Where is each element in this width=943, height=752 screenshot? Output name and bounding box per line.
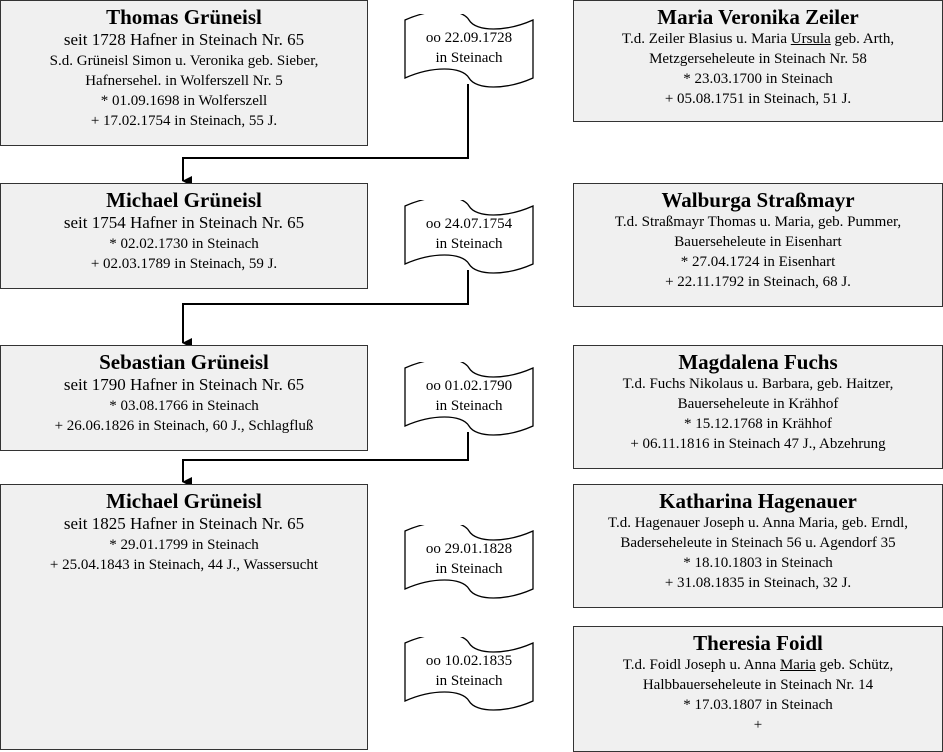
birth-line: * 15.12.1768 in Krähhof (684, 416, 832, 432)
marriage-banner-3 (404, 362, 534, 440)
birth-line: * 02.02.1730 in Steinach (109, 236, 259, 252)
parents-line: T.d. Straßmayr Thomas u. Maria, geb. Pummer, (614, 214, 902, 230)
parents-line: Metzgerseheleute in Steinach Nr. 58 (649, 51, 867, 67)
trade-line: seit 1754 Hafner in Steinach Nr. 65 (63, 213, 305, 232)
wife-card-4 (573, 484, 943, 608)
trade-line: seit 1790 Hafner in Steinach Nr. 65 (63, 375, 305, 394)
marriage-date: oo 10.02.1835 (425, 653, 513, 669)
birth-line: * 23.03.1700 in Steinach (683, 71, 833, 87)
person-name: Michael Grüneisl (106, 489, 262, 513)
marriage-place: in Steinach (435, 50, 503, 66)
marriage-banner-1 (404, 14, 534, 92)
person-name: Katharina Hagenauer (659, 489, 857, 513)
trade-line: seit 1728 Hafner in Steinach Nr. 65 (63, 30, 305, 49)
wife-card-1 (573, 0, 943, 122)
birth-line: * 17.03.1807 in Steinach (683, 697, 833, 713)
marriage-place: in Steinach (435, 398, 503, 414)
parents-line: Baderseheleute in Steinach 56 u. Agendorf 35 (620, 535, 896, 551)
husband-card-2 (0, 183, 368, 289)
husband-card-3 (0, 345, 368, 451)
death-line: + 17.02.1754 in Steinach, 55 J. (90, 113, 278, 129)
person-name: Maria Veronika Zeiler (657, 5, 859, 29)
death-line: + 05.08.1751 in Steinach, 51 J. (664, 91, 852, 107)
marriage-date: oo 29.01.1828 (425, 541, 513, 557)
parents-line: T.d. Zeiler Blasius u. Maria Ursula geb. Arth, (621, 31, 895, 47)
marriage-banner-4 (404, 525, 534, 603)
wife-card-3 (573, 345, 943, 469)
parents-line: Bauerseheleute in Eisenhart (674, 234, 842, 250)
marriage-date: oo 01.02.1790 (425, 378, 513, 394)
birth-line: * 03.08.1766 in Steinach (109, 398, 259, 414)
birth-line: * 29.01.1799 in Steinach (109, 537, 259, 553)
birth-line: * 27.04.1724 in Eisenhart (680, 254, 836, 270)
death-line: + 06.11.1816 in Steinach 47 J., Abzehrung (630, 436, 886, 452)
person-name: Thomas Grüneisl (106, 5, 262, 29)
wife-card-5 (573, 626, 943, 752)
parents-line: T.d. Hagenauer Joseph u. Anna Maria, geb. Erndl, (607, 515, 909, 531)
parents-line: T.d. Foidl Joseph u. Anna Maria geb. Schütz, (622, 657, 894, 673)
marriage-banner-2 (404, 200, 534, 278)
person-name: Michael Grüneisl (106, 188, 262, 212)
marriage-place: in Steinach (435, 673, 503, 689)
death-line: + 22.11.1792 in Steinach, 68 J. (665, 274, 851, 290)
person-name: Walburga Straßmayr (661, 188, 855, 212)
person-name: Sebastian Grüneisl (99, 350, 269, 374)
marriage-date: oo 24.07.1754 (425, 216, 513, 232)
person-name: Magdalena Fuchs (678, 350, 838, 374)
death-line: + 25.04.1843 in Steinach, 44 J., Wassersucht (49, 557, 319, 573)
death-line: + 26.06.1826 in Steinach, 60 J., Schlagfluß (54, 418, 314, 434)
parents-line: S.d. Grüneisl Simon u. Veronika geb. Sieber, (49, 53, 319, 69)
parents-line: Halbbauerseheleute in Steinach Nr. 14 (642, 677, 874, 693)
marriage-place: in Steinach (435, 561, 503, 577)
marriage-date: oo 22.09.1728 (425, 30, 513, 46)
marriage-banner-5 (404, 637, 534, 715)
birth-line: * 18.10.1803 in Steinach (683, 555, 833, 571)
birth-line: * 01.09.1698 in Wolferszell (100, 93, 268, 109)
death-line: + (753, 717, 763, 733)
parents-line: T.d. Fuchs Nikolaus u. Barbara, geb. Haitzer, (622, 376, 894, 392)
husband-card-1 (0, 0, 368, 146)
death-line: + 02.03.1789 in Steinach, 59 J. (90, 256, 278, 272)
parents-line: Bauerseheleute in Krähhof (677, 396, 839, 412)
trade-line: seit 1825 Hafner in Steinach Nr. 65 (63, 514, 305, 533)
person-name: Theresia Foidl (693, 631, 823, 655)
wife-card-2 (573, 183, 943, 307)
parents-line: Hafnersehel. in Wolferszell Nr. 5 (85, 73, 283, 89)
husband-card-4 (0, 484, 368, 750)
death-line: + 31.08.1835 in Steinach, 32 J. (664, 575, 852, 591)
marriage-place: in Steinach (435, 236, 503, 252)
